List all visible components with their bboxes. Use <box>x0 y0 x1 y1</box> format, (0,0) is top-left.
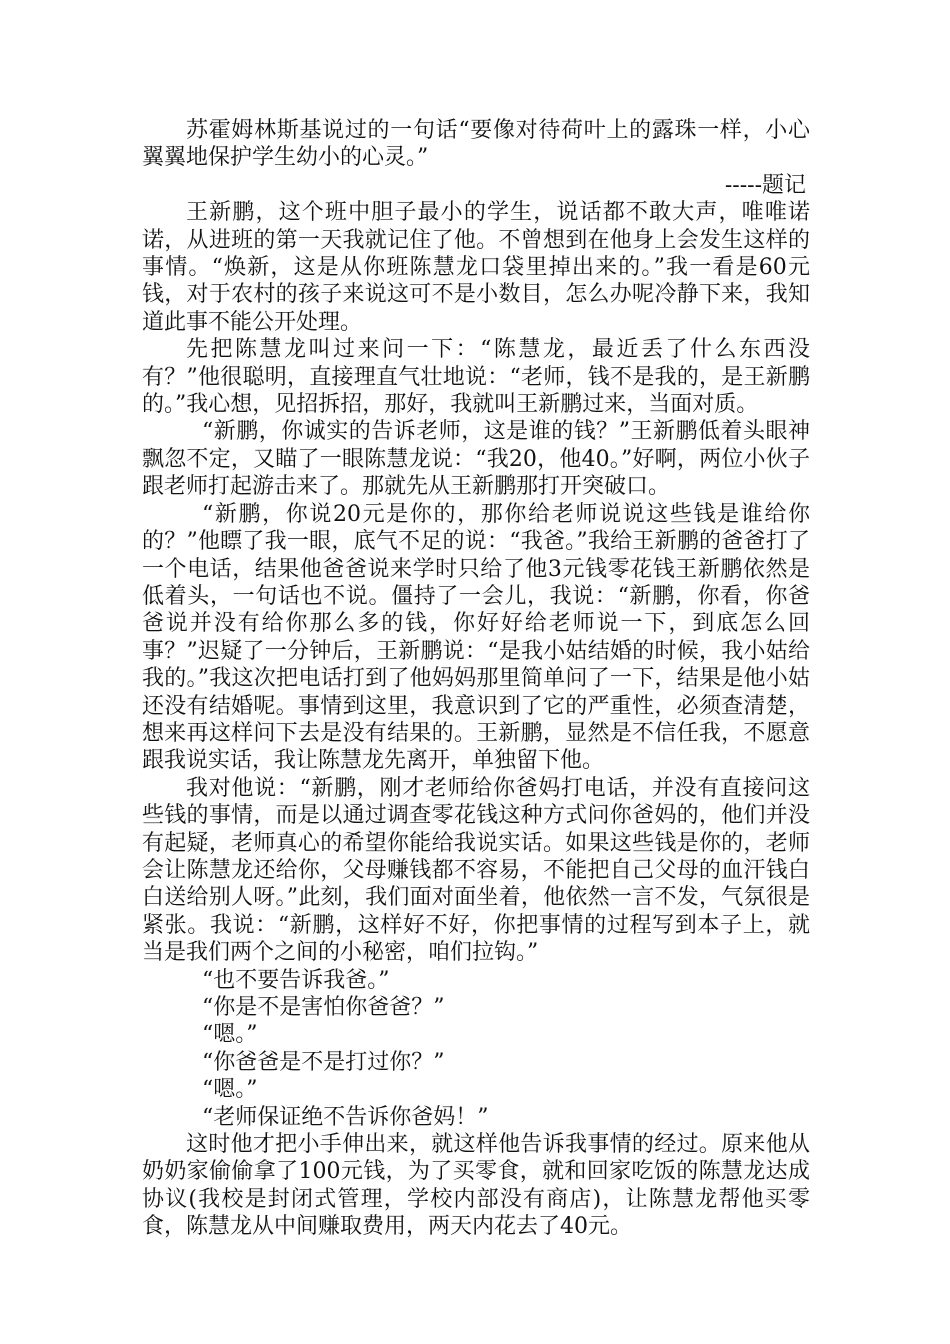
paragraph-2: 先把陈慧龙叫过来问一下：“陈慧龙，最近丢了什么东西没有？”他很聪明，直接理直气壮地说：“老师，钱不是我的，是王新鹏的。”我心想，见招拆招，那好，我就叫王新鹏过来，当面对质。 <box>142 337 810 418</box>
epigraph-attribution: -----题记 <box>724 172 806 198</box>
closing-paragraph: 这时他才把小手伸出来，就这样他告诉我事情的经过。原来他从奶奶家偷偷拿了100元钱，为了买零食，就和回家吃饭的陈慧龙达成协议(我校是封闭式管理，学校内部没有商店)，让陈慧龙帮他买零食，陈慧龙从中间赚取费用，两天内花去了40元。 <box>142 1132 810 1240</box>
paragraph-1: 王新鹏，这个班中胆子最小的学生，说话都不敢大声，唯唯诺诺，从进班的第一天我就记住了他。不曾想到在他身上会发生这样的事情。“焕新，这是从你班陈慧龙口袋里掉出来的。”我一看是60元钱，对于农村的孩子来说这可不是小数目，怎么办呢冷静下来，我知道此事不能公开处理。 <box>142 200 810 335</box>
dialogue-line-5: “嗯。” <box>202 1077 258 1103</box>
paragraph-3: “新鹏，你诚实的告诉老师，这是谁的钱？”王新鹏低着头眼神飘忽不定，又瞄了一眼陈慧龙说：“我20，他40。”好啊，两位小伙子跟老师打起游击来了。那就先从王新鹏那打开突破口。 <box>142 419 810 500</box>
dialogue-line-1: “也不要告诉我爸。” <box>202 967 390 993</box>
dialogue-line-6: “老师保证绝不告诉你爸妈！” <box>202 1104 489 1130</box>
dialogue-line-2: “你是不是害怕你爸爸？” <box>202 995 445 1020</box>
dialogue-line-4: “你爸爸是不是打过你？” <box>202 1049 445 1075</box>
dialogue-line-3: “嗯。” <box>202 1022 258 1048</box>
paragraph-5: 我对他说：“新鹏，刚才老师给你爸妈打电话，并没有直接问这些钱的事情，而是以通过调查零花钱这种方式问你爸妈的，他们并没有起疑，老师真心的希望你能给我说实话。如果这些钱是你的，老师会让陈慧龙还给你，父母赚钱都不容易，不能把自己父母的血汗钱白白送给别人呀。”此刻，我们面对面坐着，他依然一言不发，气氛很是紧张。我说：“新鹏，这样好不好，你把事情的过程写到本子上，就当是我们两个之间的小秘密，咱们拉钩。” <box>142 775 810 966</box>
paragraph-4: “新鹏，你说20元是你的，那你给老师说说这些钱是谁给你的？”他瞟了我一眼，底气不足的说：“我爸。”我给王新鹏的爸爸打了一个电话，结果他爸爸说来学时只给了他3元钱零花钱王新鹏依然是低着头，一句话也不说。僵持了一会儿，我说：“新鹏，你看，你爸爸说并没有给你那么多的钱，你好好给老师说一下，到底怎么回事？”迟疑了一分钟后，王新鹏说：“是我小姑结婚的时候，我小姑给我的。”我这次把电话打到了他妈妈那里简单问了一下，结果是他小姑还没有结婚呢。事情到这里，我意识到了它的严重性，必须查清楚，想来再这样问下去是没有结果的。王新鹏，显然是不信任我，不愿意跟我说实话，我让陈慧龙先离开，单独留下他。 <box>142 501 810 774</box>
epigraph: 苏霍姆林斯基说过的一句话“要像对待荷叶上的露珠一样，小心翼翼地保护学生幼小的心灵。” <box>142 118 810 171</box>
document-body <box>142 117 810 1241</box>
